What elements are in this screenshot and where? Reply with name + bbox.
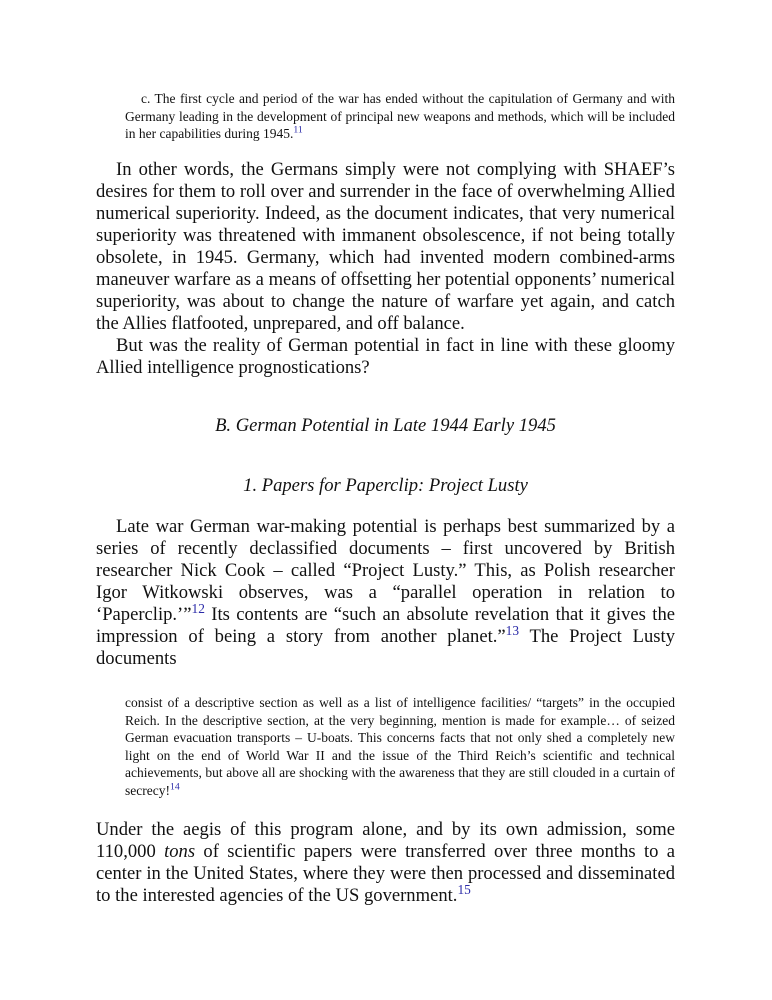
- footnote-ref-12[interactable]: 12: [191, 600, 205, 616]
- block-quote-text: c. The first cycle and period of the war has ended without the capitulation of Germany and with Germany leading in the development of principal new weapons and methods, which will be included in her capabilities during 1945.11: [125, 91, 675, 141]
- block-quote-shaef: [125, 90, 675, 143]
- block-quote-text: consist of a descriptive section as well as a list of intelligence facilities/ “targets” in the occupied Reich. In the descriptive section, at the very beginning, mention is made for example… of seized German evacuation transports – U-boats. This concerns facts that not only shed a completely new light on the end of World War II and the issue of the Third Reich’s scientific and technical achievements, but above all are shocking with the awareness that they are still clouded in a curtain of secrecy!$^{14}$: [125, 695, 675, 798]
- footnote-ref-15[interactable]: 15: [457, 881, 471, 897]
- paragraph-3: Late war German war-making potential is perhaps best summarized by a series of recently declassified documents – first uncovered by British researcher Nick Cook – called “Project Lusty.” This, as Polish researcher Igor Witkowski observes, was a “parallel operation in relation to ‘Paperclip.’”$^{12}$ Its contents are “such an absolute revelation that it gives the impression of being a story from another planet.”$^{13}$ The Project Lusty documents: [96, 516, 675, 669]
- footnote-ref-13[interactable]: 13: [505, 622, 520, 638]
- subsection-heading: 1. Papers for Paperclip: Project Lusty: [243, 475, 528, 496]
- block-quote-lusty: [125, 694, 675, 799]
- footnote-ref-14[interactable]: 14: [169, 781, 180, 792]
- paragraph-1: In other words, the Germans simply were not complying with SHAEF’s desires for them to roll over and surrender in the face of overwhelming Allied numerical superiority. Indeed, as the document indicates, that very numerical superiority was threatened with immanent obsolescence, if not being totally obsolete, in 1945. Germany, which had invented modern combined-arms maneuver warfare as a means of offsetting her potential opponents’ numerical superiority, was about to change the nature of warfare yet again, and catch the Allies flatfooted, unprepared, and off balance.: [96, 159, 675, 334]
- footnote-ref-11[interactable]: 11: [293, 124, 303, 136]
- emphasis-tons: tons: [164, 841, 196, 862]
- section-heading: B. German Potential in Late 1944 Early 1945: [215, 415, 556, 436]
- paragraph-2: But was the reality of German potential in fact in line with these gloomy Allied intelligence prognostications?: [96, 335, 675, 378]
- paragraph-4: Under the aegis of this program alone, and by its own admission, some 110,000 tons of scientific papers were transferred over three months to a center in the United States, where they were then processed and disseminated to the interested agencies of the US government.$^{15}$: [96, 819, 676, 906]
